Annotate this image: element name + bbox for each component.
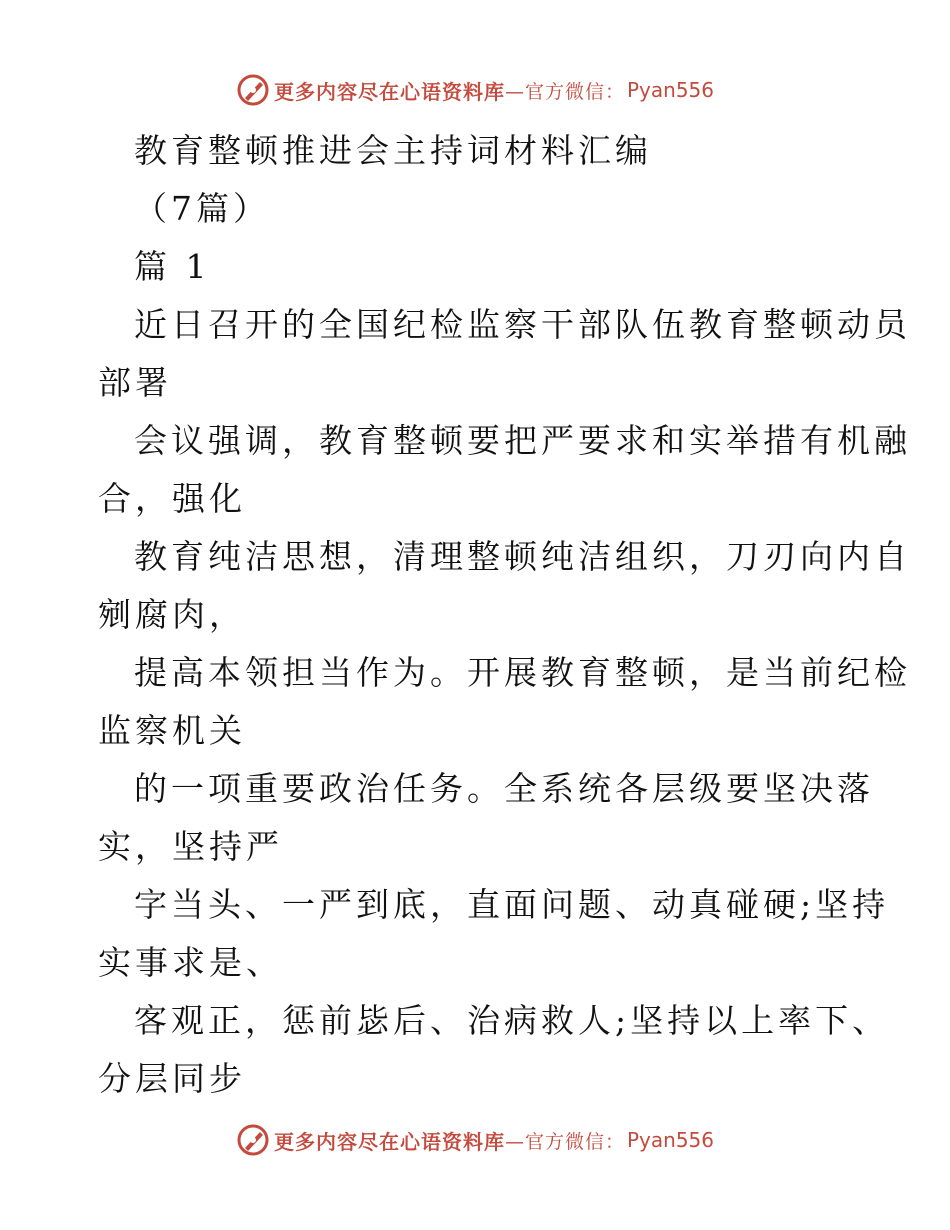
text-line: 的一项重要政治任务。全系统各层级要坚决落 — [134, 769, 874, 808]
text-line: 监察机关 — [98, 711, 246, 750]
banner-site-text: 更多内容尽在心语资料库 — [273, 1129, 505, 1154]
document-body — [98, 122, 911, 1108]
pen-logo-icon — [236, 1123, 270, 1157]
text-line: 合，强化 — [98, 479, 246, 518]
footer-banner — [0, 1120, 950, 1160]
text-line: 实事求是、 — [98, 943, 283, 982]
text-line: 部署 — [98, 363, 172, 402]
banner-wechat-id: Pyan556 — [627, 1128, 715, 1152]
text-line: 篇 1 — [134, 247, 211, 286]
text-line: 分层同步 — [98, 1059, 246, 1098]
banner-wechat-label: —官方微信： — [504, 80, 625, 103]
text-line: 客观正，惩前毖后、治病救人;坚持以上率下、 — [134, 1001, 890, 1040]
banner-wechat-label: —官方微信： — [504, 1130, 625, 1153]
text-line: 会议强调，教育整顿要把严要求和实举措有机融 — [134, 421, 911, 460]
banner-site-text: 更多内容尽在心语资料库 — [273, 79, 505, 104]
document-title: 教育整顿推进会主持词材料汇编 — [134, 131, 652, 170]
text-line: （7篇） — [134, 189, 270, 228]
pen-logo-icon — [236, 73, 270, 107]
text-line: 提高本领担当作为。开展教育整顿，是当前纪检 — [134, 653, 911, 692]
header-banner — [0, 70, 950, 110]
banner-wechat-id: Pyan556 — [627, 78, 715, 102]
text-line: 教育纯洁思想，清理整顿纯洁组织，刀刃向内自 — [134, 537, 911, 576]
text-line: 剜腐肉， — [98, 595, 246, 634]
text-line: 近日召开的全国纪检监察干部队伍教育整顿动员 — [134, 305, 911, 344]
text-line: 字当头、一严到底，直面问题、动真碰硬;坚持 — [134, 885, 890, 924]
text-line: 实，坚持严 — [98, 827, 283, 866]
